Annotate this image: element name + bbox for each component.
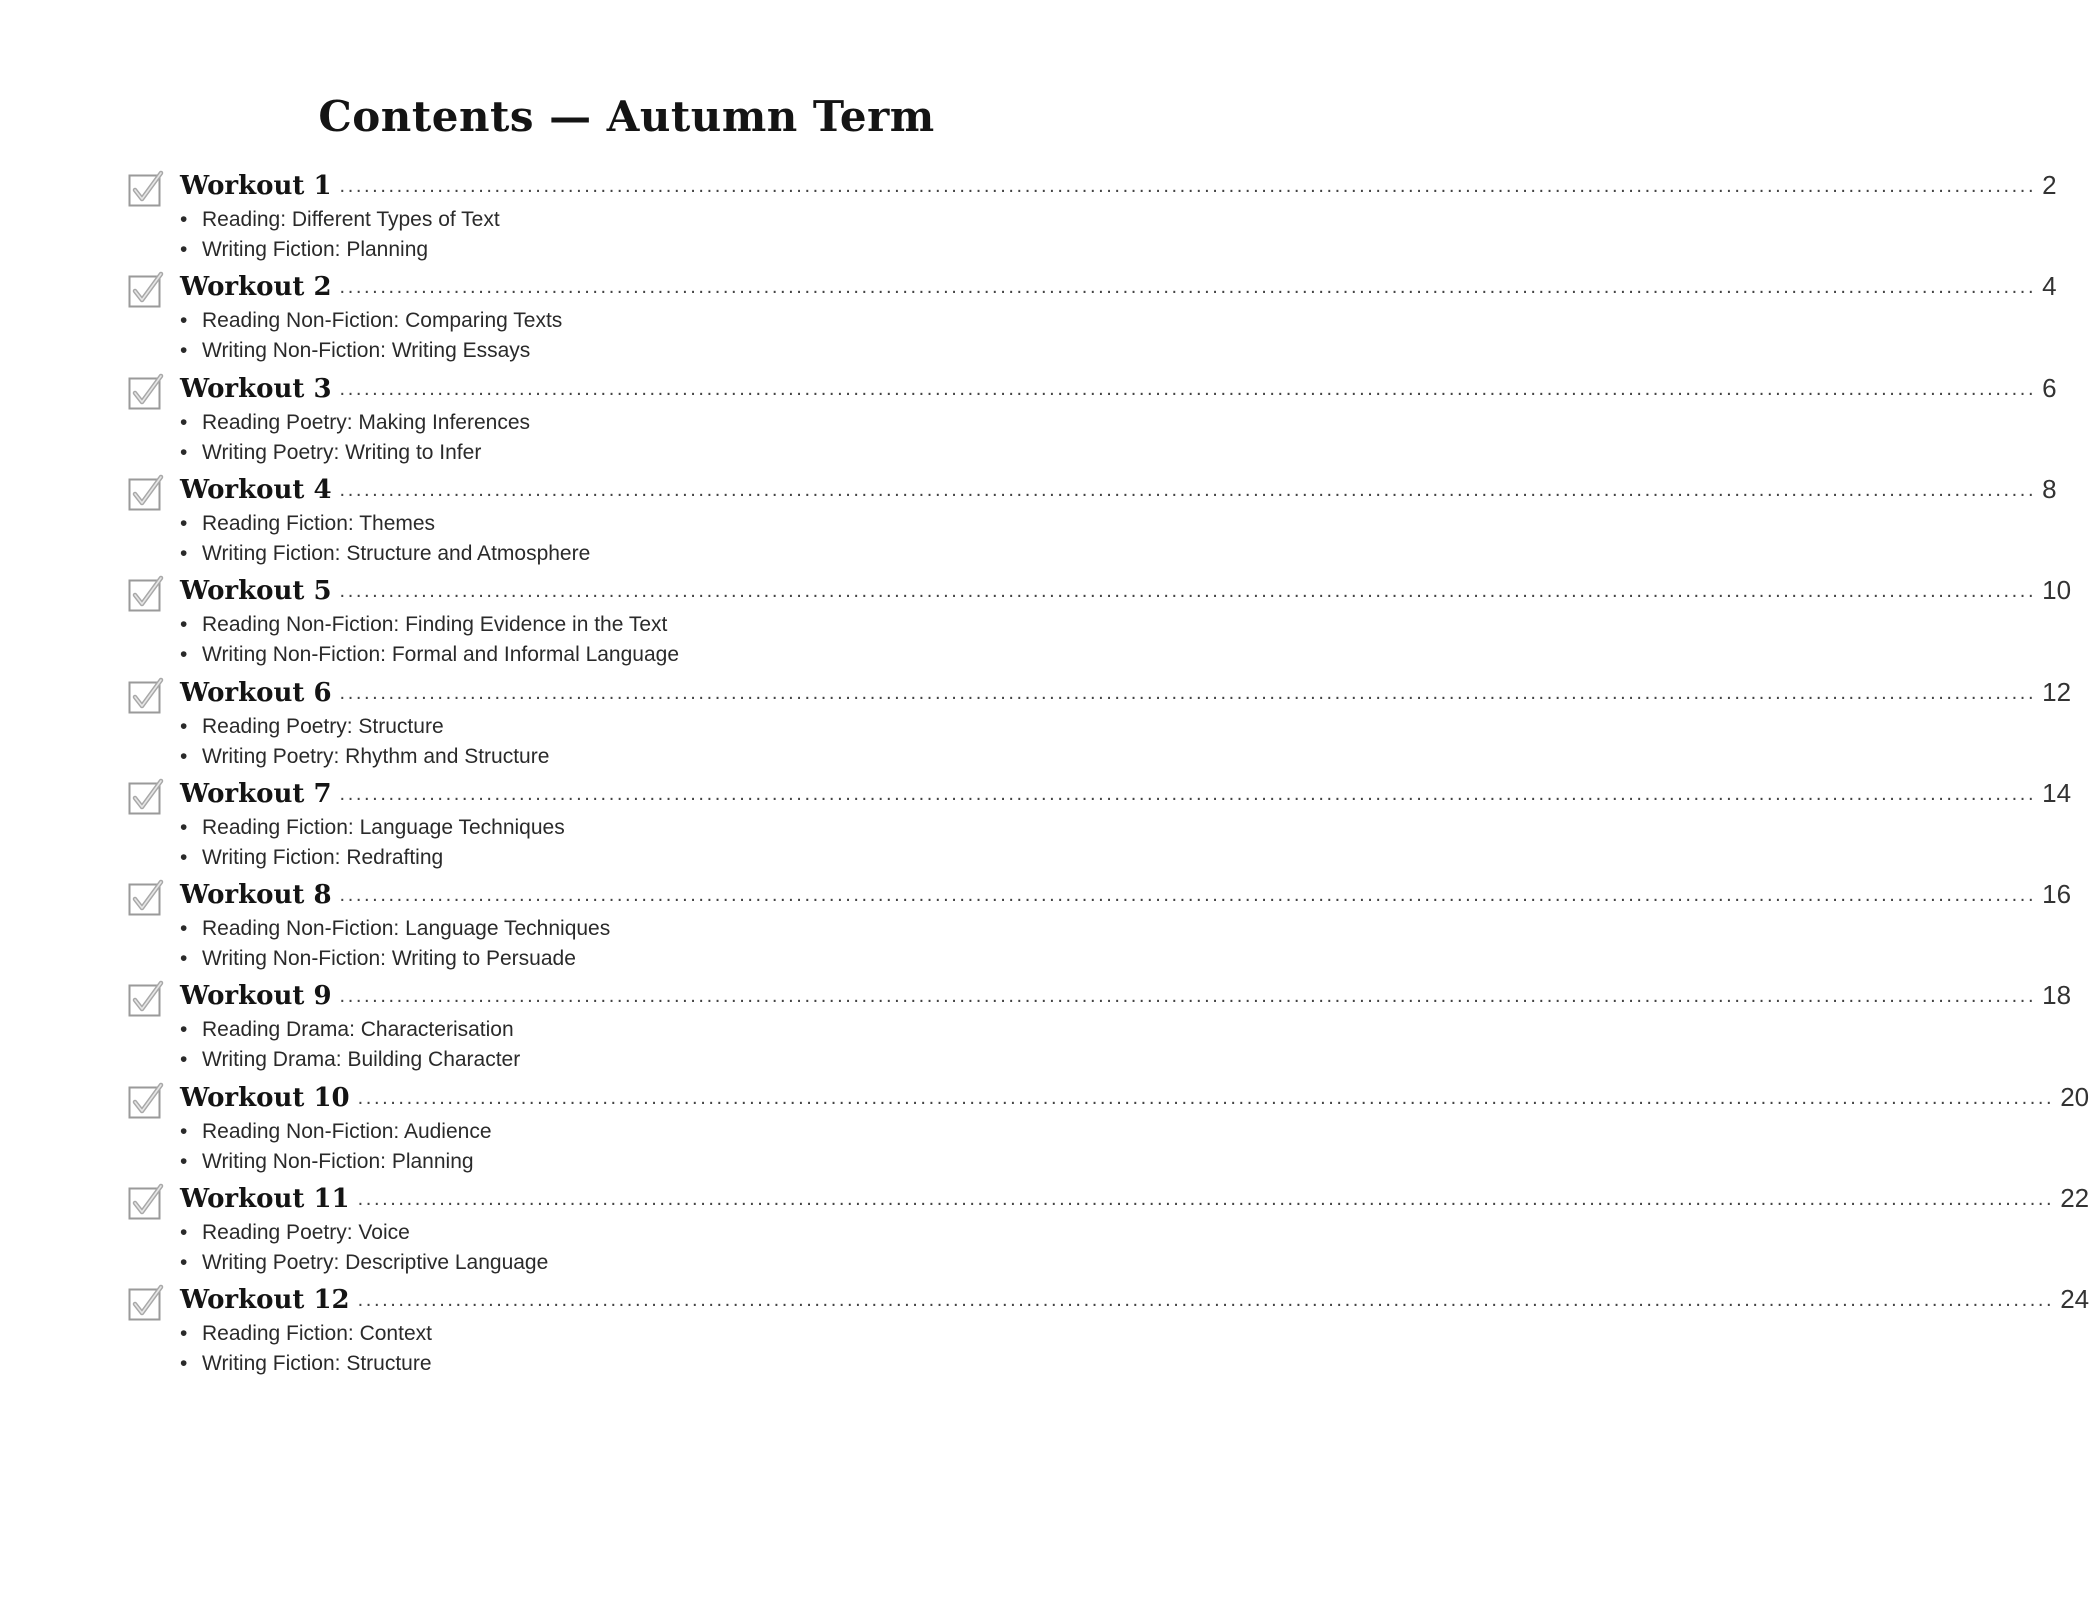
topic-item [180, 509, 590, 539]
bullet-icon: • [180, 1352, 188, 1376]
topic-list [180, 813, 565, 873]
bullet-icon: • [180, 613, 188, 637]
dot-leader: ................................................................................................................................................................................................................ [339, 175, 2037, 197]
dot-leader: ................................................................................................................................................................................................................ [339, 884, 2037, 907]
toc-heading-row[interactable] [180, 980, 2072, 1016]
check-icon [128, 1185, 164, 1221]
check-icon [128, 577, 164, 613]
topic-item [180, 1117, 492, 1147]
topic-item [180, 914, 610, 944]
checkbox-ticked[interactable] [128, 982, 162, 1016]
topic-label: Reading Poetry: Voice [202, 1221, 410, 1244]
topic-item [180, 813, 565, 843]
toc-entry [128, 372, 2057, 475]
bullet-icon: • [180, 1018, 188, 1042]
bullet-icon: • [180, 744, 188, 768]
check-icon [128, 172, 164, 208]
checkbox-ticked[interactable] [128, 679, 162, 713]
toc-entry [128, 676, 2072, 779]
topic-item [180, 235, 500, 265]
check-icon [128, 273, 164, 309]
toc-entry [128, 1284, 2089, 1386]
topic-label: Reading Fiction: Context [202, 1322, 432, 1346]
page-number: 18 [2042, 980, 2072, 1011]
topic-item [180, 1248, 548, 1278]
topic-label: Reading: Different Types of Text [202, 208, 500, 231]
dot-leader: ................................................................................................................................................................................................................ [339, 377, 2037, 400]
page-number: 22 [2060, 1183, 2089, 1213]
page-number: 8 [2042, 473, 2057, 504]
topic-label: Writing Poetry: Writing to Infer [202, 440, 482, 464]
bullet-icon: • [180, 845, 188, 869]
bullet-icon: • [180, 1119, 188, 1143]
checkbox-ticked[interactable] [128, 1286, 162, 1320]
toc-entry [128, 271, 2057, 373]
topic-list [180, 1319, 432, 1379]
topic-item [180, 438, 530, 468]
dot-leader: ................................................................................................................................................................................................................ [339, 478, 2037, 501]
checkbox-ticked[interactable] [128, 476, 162, 510]
page-number: 2 [2042, 170, 2057, 200]
topic-list [180, 509, 590, 569]
topic-label: Reading Poetry: Structure [202, 714, 444, 738]
topic-item [180, 1349, 432, 1379]
bullet-icon: • [180, 511, 188, 535]
topic-label: Writing Poetry: Descriptive Language [202, 1251, 549, 1274]
workout-title: Workout 3 [180, 373, 332, 404]
topic-item [180, 336, 562, 366]
toc-entry [128, 1183, 2089, 1285]
checkbox-ticked[interactable] [128, 1185, 162, 1219]
topic-list [180, 610, 679, 670]
toc-heading-row[interactable] [180, 575, 2072, 611]
workout-title: Workout 6 [180, 677, 332, 708]
topic-list [180, 1218, 548, 1278]
bullet-icon: • [180, 339, 188, 363]
page-number: 10 [2042, 575, 2072, 606]
dot-leader: ................................................................................................................................................................................................................ [357, 1086, 2055, 1109]
topic-label: Writing Fiction: Redrafting [202, 845, 444, 869]
topic-label: Writing Drama: Building Character [202, 1048, 521, 1072]
topic-list [180, 1117, 492, 1177]
bullet-icon: • [180, 947, 188, 971]
bullet-icon: • [180, 1322, 188, 1346]
topic-item [180, 1015, 520, 1045]
topic-label: Writing Fiction: Structure [202, 1352, 432, 1376]
toc-heading-row[interactable] [180, 1183, 2089, 1219]
workout-title: Workout 2 [180, 272, 332, 303]
page-number: 24 [2060, 1284, 2089, 1315]
topic-label: Reading Non-Fiction: Comparing Texts [202, 309, 563, 333]
topic-item [180, 742, 549, 772]
workout-title: Workout 4 [180, 474, 332, 505]
bullet-icon: • [180, 440, 188, 464]
page-number: 6 [2042, 372, 2057, 403]
checkbox-ticked[interactable] [128, 375, 162, 409]
check-icon [128, 1286, 164, 1322]
topic-item [180, 1218, 548, 1248]
page-title: Contents — Autumn Term [318, 92, 935, 141]
topic-list [180, 205, 500, 265]
check-icon [128, 780, 164, 816]
topic-list [180, 914, 610, 974]
toc-entry [128, 980, 2072, 1082]
topic-item [180, 1319, 432, 1349]
toc-entry [128, 879, 2072, 981]
topic-list [180, 712, 549, 772]
toc-entry [128, 170, 2057, 272]
page-number: 4 [2042, 271, 2057, 302]
topic-label: Writing Fiction: Structure and Atmosphere [202, 541, 591, 565]
check-icon [128, 982, 164, 1018]
topic-item [180, 610, 679, 640]
topic-label: Writing Non-Fiction: Formal and Informal Language [202, 643, 680, 667]
workout-title: Workout 5 [180, 576, 332, 607]
dot-leader: ................................................................................................................................................................................................................ [339, 985, 2037, 1008]
workout-title: Workout 12 [180, 1285, 350, 1316]
topic-item [180, 640, 679, 670]
checkbox-ticked[interactable] [128, 1084, 162, 1118]
topic-label: Writing Non-Fiction: Writing Essays [202, 339, 531, 363]
bullet-icon: • [180, 1149, 188, 1173]
toc-entry [128, 777, 2072, 880]
bullet-icon: • [180, 815, 188, 839]
page-number: 12 [2042, 676, 2072, 707]
topic-label: Reading Poetry: Making Inferences [202, 410, 531, 434]
check-icon [128, 476, 164, 512]
toc-heading-row[interactable] [180, 777, 2072, 814]
checkbox-ticked[interactable] [128, 577, 162, 611]
topic-list [180, 306, 562, 366]
topic-label: Writing Poetry: Rhythm and Structure [202, 744, 550, 768]
topic-item [180, 408, 530, 438]
toc-entry [128, 473, 2057, 576]
bullet-icon: • [180, 1251, 188, 1274]
toc-heading-row[interactable] [180, 879, 2072, 915]
bullet-icon: • [180, 917, 188, 941]
toc-heading-row[interactable] [180, 271, 2057, 307]
topic-item [180, 539, 590, 569]
topic-label: Writing Non-Fiction: Planning [202, 1149, 474, 1173]
topic-item [180, 1045, 520, 1075]
toc-heading-row[interactable] [180, 1081, 2089, 1118]
page-number: 20 [2060, 1081, 2089, 1112]
topic-label: Reading Non-Fiction: Audience [202, 1119, 492, 1143]
bullet-icon: • [180, 309, 188, 333]
toc-heading-row[interactable] [180, 372, 2057, 409]
bullet-icon: • [180, 238, 188, 261]
bullet-icon: • [180, 714, 188, 738]
check-icon [128, 881, 164, 917]
topic-label: Writing Fiction: Planning [202, 238, 429, 261]
workout-title: Workout 9 [180, 981, 332, 1012]
topic-label: Reading Fiction: Language Techniques [202, 815, 565, 839]
dot-leader: ................................................................................................................................................................................................................ [357, 1188, 2055, 1210]
workout-title: Workout 11 [180, 1184, 350, 1214]
bullet-icon: • [180, 541, 188, 565]
checkbox-ticked[interactable] [128, 881, 162, 915]
workout-title: Workout 7 [180, 778, 332, 809]
toc-entry [128, 1081, 2089, 1184]
dot-leader: ................................................................................................................................................................................................................ [339, 276, 2037, 299]
bullet-icon: • [180, 1048, 188, 1072]
checkbox-ticked[interactable] [128, 172, 162, 206]
workout-title: Workout 10 [180, 1082, 350, 1113]
bullet-icon: • [180, 643, 188, 667]
topic-item [180, 712, 549, 742]
bullet-icon: • [180, 410, 188, 434]
workout-title: Workout 1 [180, 171, 332, 201]
topic-item [180, 205, 500, 235]
page-number: 14 [2042, 777, 2072, 808]
checkbox-ticked[interactable] [128, 273, 162, 307]
bullet-icon: • [180, 1221, 188, 1244]
topic-item [180, 1147, 492, 1177]
page-number: 16 [2042, 879, 2072, 910]
topic-item [180, 944, 610, 974]
dot-leader: ................................................................................................................................................................................................................ [339, 782, 2037, 805]
topic-label: Writing Non-Fiction: Writing to Persuade [202, 947, 576, 971]
check-icon [128, 1084, 164, 1120]
bullet-icon: • [180, 208, 188, 231]
check-icon [128, 679, 164, 715]
topic-item [180, 306, 562, 336]
toc-heading-row[interactable] [180, 170, 2057, 206]
check-icon [128, 375, 164, 411]
toc-heading-row[interactable] [180, 1284, 2089, 1320]
checkbox-ticked[interactable] [128, 780, 162, 814]
toc-heading-row[interactable] [180, 676, 2072, 713]
dot-leader: ................................................................................................................................................................................................................ [339, 681, 2037, 704]
dot-leader: ................................................................................................................................................................................................................ [357, 1289, 2055, 1312]
dot-leader: ................................................................................................................................................................................................................ [339, 580, 2037, 603]
topic-item [180, 843, 565, 873]
topic-label: Reading Non-Fiction: Finding Evidence in the Text [202, 613, 668, 637]
workout-title: Workout 8 [180, 880, 332, 911]
topic-label: Reading Fiction: Themes [202, 511, 436, 535]
topic-list [180, 1015, 520, 1075]
toc-entry [128, 575, 2072, 677]
topic-list [180, 408, 530, 468]
topic-label: Reading Drama: Characterisation [202, 1018, 514, 1042]
topic-label: Reading Non-Fiction: Language Techniques [202, 917, 611, 941]
toc-heading-row[interactable] [180, 473, 2057, 510]
